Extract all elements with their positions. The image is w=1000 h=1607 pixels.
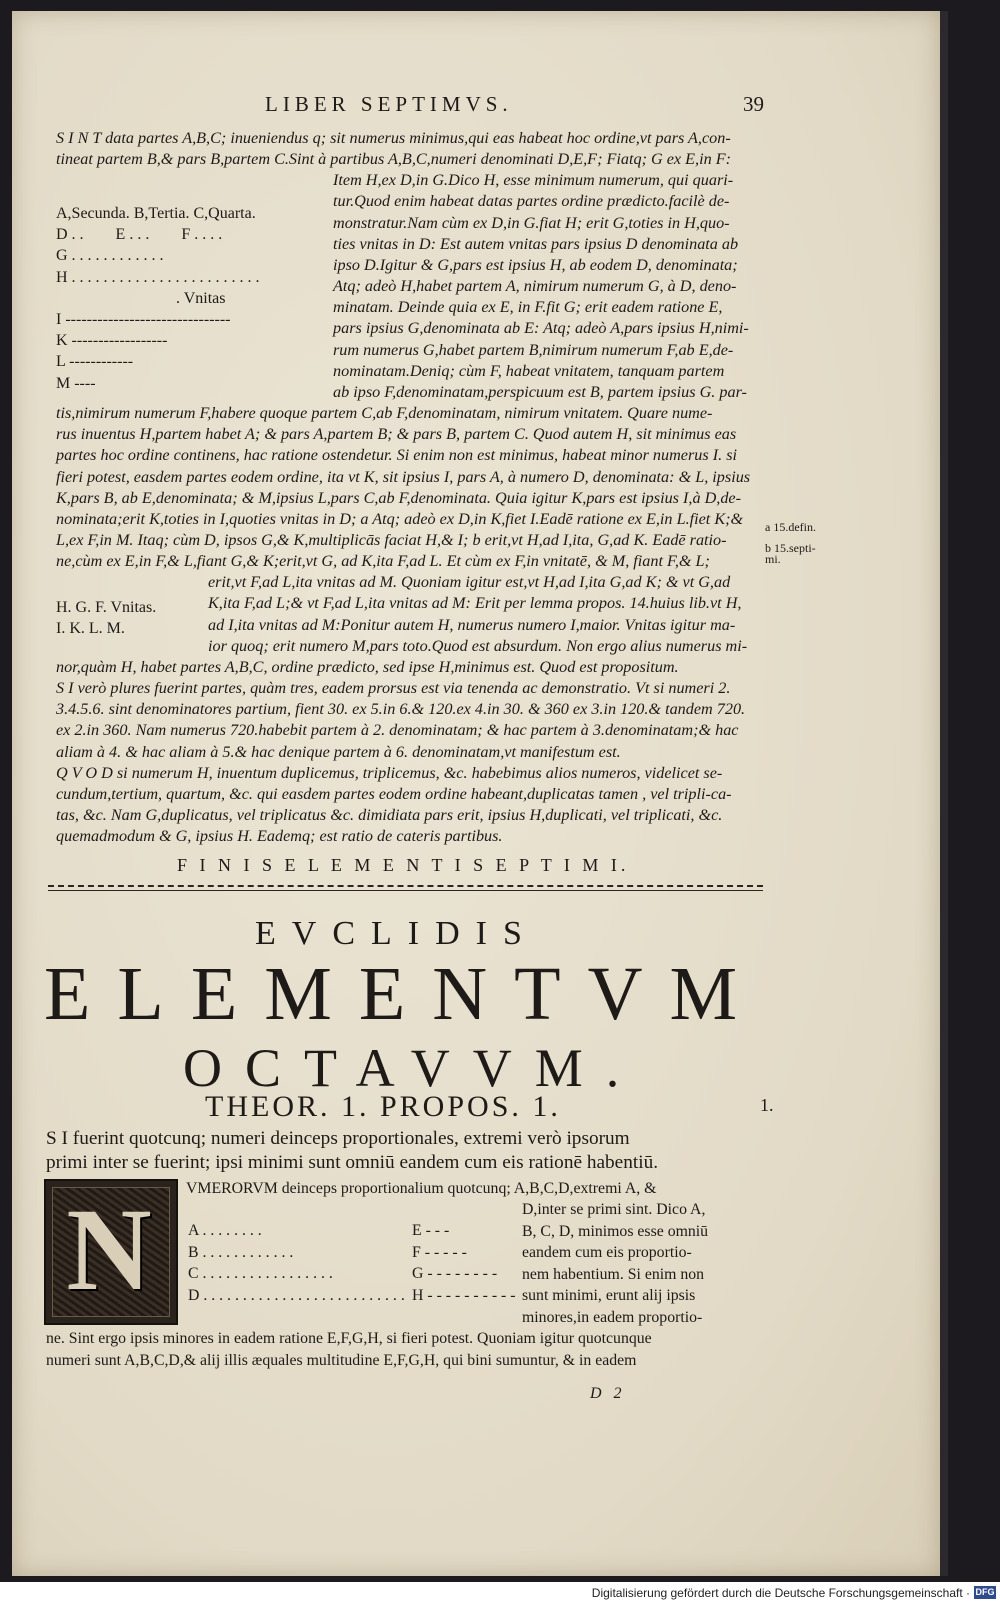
diagram-left: D . . . . . . . . . . . . . . . . . . . . . . . . . . bbox=[188, 1286, 405, 1304]
enunciation bbox=[46, 1127, 764, 1175]
text-line: cundum,tertium, quartum, &c. qui easdem partes eodem ordine habeant,duplicatas tamen , vel tripli-ca- bbox=[56, 784, 732, 803]
proof-bottom bbox=[46, 1328, 764, 1371]
diagram-line: L ------------ bbox=[56, 353, 134, 371]
diagram-line: I ------------------------------- bbox=[56, 310, 231, 328]
title-line-3: OCTAVVM. bbox=[183, 1038, 643, 1098]
text-line: S I N T data partes A,B,C; inueniendus q; sit numerus minimus,qui eas habeat hoc ordine,vt pars A,con- bbox=[56, 129, 731, 147]
margin-notes bbox=[765, 517, 816, 570]
text-line: nominata;erit K,toties in I,quoties vnitas in D; a Atq; adeò ex D,in K,fiet I.Eadē ratione ex E,in L.fiet K;& bbox=[56, 509, 744, 528]
margin-note: mi. bbox=[765, 552, 781, 566]
text-line: erit,vt F,ad L,ita vnitas ad M. Quoniam igitur est,vt H,ad I,ita G,ad K; & vt G,ad bbox=[208, 573, 731, 592]
text-line: monstratur.Nam cùm ex D,in G.fiat H; erit G,toties in H,quo- bbox=[333, 213, 730, 232]
funding-notice: Digitalisierung gefördert durch die Deutsche Forschungsgemeinschaft · bbox=[591, 1586, 970, 1600]
text-line: L,ex F,in M. Itaq; cùm D, ipsos G,& K,multiplicās faciat H,& I; b erit,vt H,ad I,ita, G,ad K. Eadē ratio- bbox=[56, 530, 727, 549]
diagram-right: G - - - - - - - - bbox=[412, 1265, 498, 1282]
diagram-row bbox=[188, 1285, 518, 1307]
diagram-row bbox=[188, 1242, 518, 1264]
text-line: 3.4.5.6. sint denominatores partium, fient 30. ex 5.in 6.& 120.ex 4.in 30. & 360 ex 3.in 120.& tandem 720. bbox=[56, 700, 746, 719]
page-number: 39 bbox=[743, 92, 764, 116]
margin-note: a 15.defin. bbox=[765, 520, 816, 534]
text-line: ad I,ita vnitas ad M:Ponitur autem H, numerus numero I,maior. Vnitas igitur ma- bbox=[208, 615, 736, 634]
diagram-line: A,Secunda. B,Tertia. C,Quarta. bbox=[56, 205, 256, 222]
initial-letter: N bbox=[66, 1184, 152, 1315]
text-line: Item H,ex D,in G.Dico H, esse minimum numerum, qui quari- bbox=[333, 171, 734, 190]
text-line: nem habentium. Si enim non bbox=[522, 1265, 705, 1283]
text-line: partes hoc ordine continens, hac ratione ostendetur. Si enim non est minimus, habeat minor numerus I. si bbox=[56, 446, 738, 465]
text-line: tas, &c. Nam G,duplicatus, vel triplicatus &c. dimidiata pars erit, ipsius H,duplicati, vel triplicati, &c. bbox=[56, 806, 723, 824]
title-line-2: ELEMENTVM bbox=[44, 952, 765, 1036]
text-line: K,pars B, ab E,denominata; & M,ipsius L,pars C,ab F,denominata. Quia igitur K,pars est ipsius I,à D,de- bbox=[56, 488, 741, 507]
diagram-left: C . . . . . . . . . . . . . . . . . bbox=[188, 1265, 333, 1282]
text-line: ties vnitas in D: Est autem vnitas pars ipsius D denominata ab bbox=[333, 234, 739, 253]
signature-mark: D 2 bbox=[590, 1385, 626, 1402]
proof-right-column bbox=[522, 1199, 765, 1329]
text-line: primi inter se fuerint; ipsi minimi sunt omniū eandem cum eis rationē habentiū. bbox=[46, 1152, 659, 1173]
text-line: B, C, D, minimos esse omniū bbox=[522, 1222, 709, 1240]
text-line: quemadmodum & G, ipsius H. Eademq; est ratio de cateris partibus. bbox=[56, 827, 503, 846]
diagram-right: F - - - - - bbox=[412, 1243, 467, 1261]
text-line: minatam. Deinde quia ex E, in F.fit G; erit eadem ratione E, bbox=[333, 298, 723, 317]
footer-bar bbox=[0, 1582, 1000, 1607]
text-line: tur.Quod enim habeat datas partes ordine prædicto.facilè de- bbox=[333, 192, 730, 211]
text-line: S I verò plures fuerint partes, quàm tres, eadem prorsus est via tenenda ac demonstratio. Vt si numeri 2. bbox=[56, 679, 731, 698]
text-line: Q V O D si numerum H, inuentum duplicemus, triplicemus, &c. habebimus alios numeros, videlicet se- bbox=[56, 763, 723, 782]
diagram-row bbox=[188, 1220, 518, 1242]
margin-proposition-number: 1. bbox=[760, 1095, 774, 1115]
decorated-initial bbox=[44, 1179, 178, 1325]
text-line: K,ita F,ad L;& vt F,ad L,ita vnitas ad M: Erit per lemma propos. 14.huius lib.vt H, bbox=[208, 594, 742, 613]
diagram-line: K ------------------ bbox=[56, 332, 168, 350]
finis-line: F I N I S E L E M E N T I S E P T I M I. bbox=[177, 855, 630, 875]
text-line: rus inuentus H,partem habet A; & pars A,partem B; & pars B, partem C. Quod autem H, sit minimus eas bbox=[56, 425, 737, 444]
text-line: tis,nimirum numerum F,habere quoque partem C,ab F,denominatam, nimirum vnitatem. Quare nume- bbox=[56, 404, 713, 423]
text-line: ne. Sint ergo ipsis minores in eadem ratione E,F,G,H, si fieri potest. Quoniam igitur quotcunque bbox=[46, 1330, 652, 1347]
proof-first-line bbox=[186, 1178, 764, 1200]
text-line: ipso D.Igitur & G,pars est ipsius H, ab eodem D, denominata; bbox=[333, 255, 738, 274]
text-line: D,inter se primi sint. Dico A, bbox=[522, 1201, 706, 1218]
text-line: nor,quàm H, habet partes A,B,C, ordine prædicto, sed ipse H,minimus est. Quod est propositum. bbox=[56, 657, 679, 676]
text-line: Atq; adeò H,habet partem A, nimirum numerum G, à D, deno- bbox=[333, 277, 737, 296]
running-head-title: LIBER SEPTIMVS. bbox=[265, 92, 513, 116]
numbers-diagram bbox=[188, 1220, 518, 1306]
text-line: minores,in eadem proportio- bbox=[522, 1308, 703, 1326]
diagram-line: H . . . . . . . . . . . . . . . . . . . . . . . . bbox=[56, 268, 260, 286]
parts-diagram bbox=[56, 203, 326, 394]
text-line: ab ipso F,denominatam,perspicuum est B, partem ipsius G. par- bbox=[333, 382, 747, 401]
margin-note: b 15.septi- bbox=[765, 541, 816, 555]
diagram-left: A . . . . . . . . bbox=[188, 1222, 262, 1239]
diagram-right: H - - - - - - - - - - bbox=[412, 1286, 516, 1304]
diagram-line: M ---- bbox=[56, 374, 96, 392]
diagram-line: I. K. L. M. bbox=[56, 620, 125, 638]
text-line: VMERORVM deinceps proportionalium quotcunq; A,B,C,D,extremi A, & bbox=[186, 1180, 657, 1197]
text-line: aliam à 4. & hac aliam à 5.& hac denique partem à 6. denominatam,vt manifestum est. bbox=[56, 742, 621, 761]
text-line: fieri potest, easdem partes eodem ordine, ita vt K, sit ipsius I, pars A, à numero D, denominata: & L, ipsius bbox=[56, 467, 751, 486]
text-line: sunt minimi, erunt alij ipsis bbox=[522, 1287, 696, 1305]
diagram-line: . Vnitas bbox=[56, 289, 226, 307]
diagram-line: G . . . . . . . . . . . . bbox=[56, 247, 164, 265]
page-fore-edge bbox=[940, 11, 948, 1576]
text-line: S I fuerint quotcunq; numeri deinceps proportionales, extremi verò ipsorum bbox=[46, 1128, 630, 1149]
text-line: eandem cum eis proportio- bbox=[522, 1244, 692, 1262]
dfg-logo: DFG bbox=[975, 1587, 995, 1597]
text-line: pars ipsius G,denominata ab E: Atq; adeò A,pars ipsius H,nimi- bbox=[333, 319, 749, 338]
diagram-left: B . . . . . . . . . . . . bbox=[188, 1243, 294, 1261]
text-line: rum numerus G,habet partem B,nimirum numerum F,ab E,de- bbox=[333, 340, 734, 359]
text-line: nominatam.Deniq; cùm F, habeat vnitatem, tanquam partem bbox=[333, 361, 725, 380]
theorem-heading: THEOR. 1. PROPOS. 1. bbox=[205, 1090, 561, 1123]
diagram-right: E - - - bbox=[412, 1222, 450, 1239]
text-line: ex 2.in 360. Nam numerus 720.habebit partem à 2. denominatam; & hac partem à 3.denominatam;& hac bbox=[56, 721, 739, 740]
section-rule bbox=[48, 885, 763, 891]
proportion-diagram bbox=[56, 597, 226, 639]
diagram-line: H. G. F. Vnitas. bbox=[56, 599, 157, 616]
text-line: ior quoq; erit numero M,pars toto.Quod est absurdum. Non ergo alius numerus mi- bbox=[208, 636, 748, 655]
text-line: tineat partem B,& pars B,partem C.Sint à partibus A,B,C,numeri denominati D,E,F; Fiatq; G ex E,in F: bbox=[56, 150, 732, 169]
text-line: ne,cùm ex E,in F,& L,fiant G,& K;erit,vt G, ad K,ita F,ad L. Et cùm ex F,in vnitatē, & M, fiant F,& L; bbox=[56, 552, 710, 571]
diagram-row bbox=[188, 1263, 518, 1285]
diagram-line: D . . E . . . F . . . . bbox=[56, 226, 223, 244]
text-line: numeri sunt A,B,C,D,& alij illis æquales multitudine E,F,G,H, qui bini sumuntur, & in eadem bbox=[46, 1351, 637, 1369]
title-line-1: EVCLIDIS bbox=[255, 915, 538, 952]
